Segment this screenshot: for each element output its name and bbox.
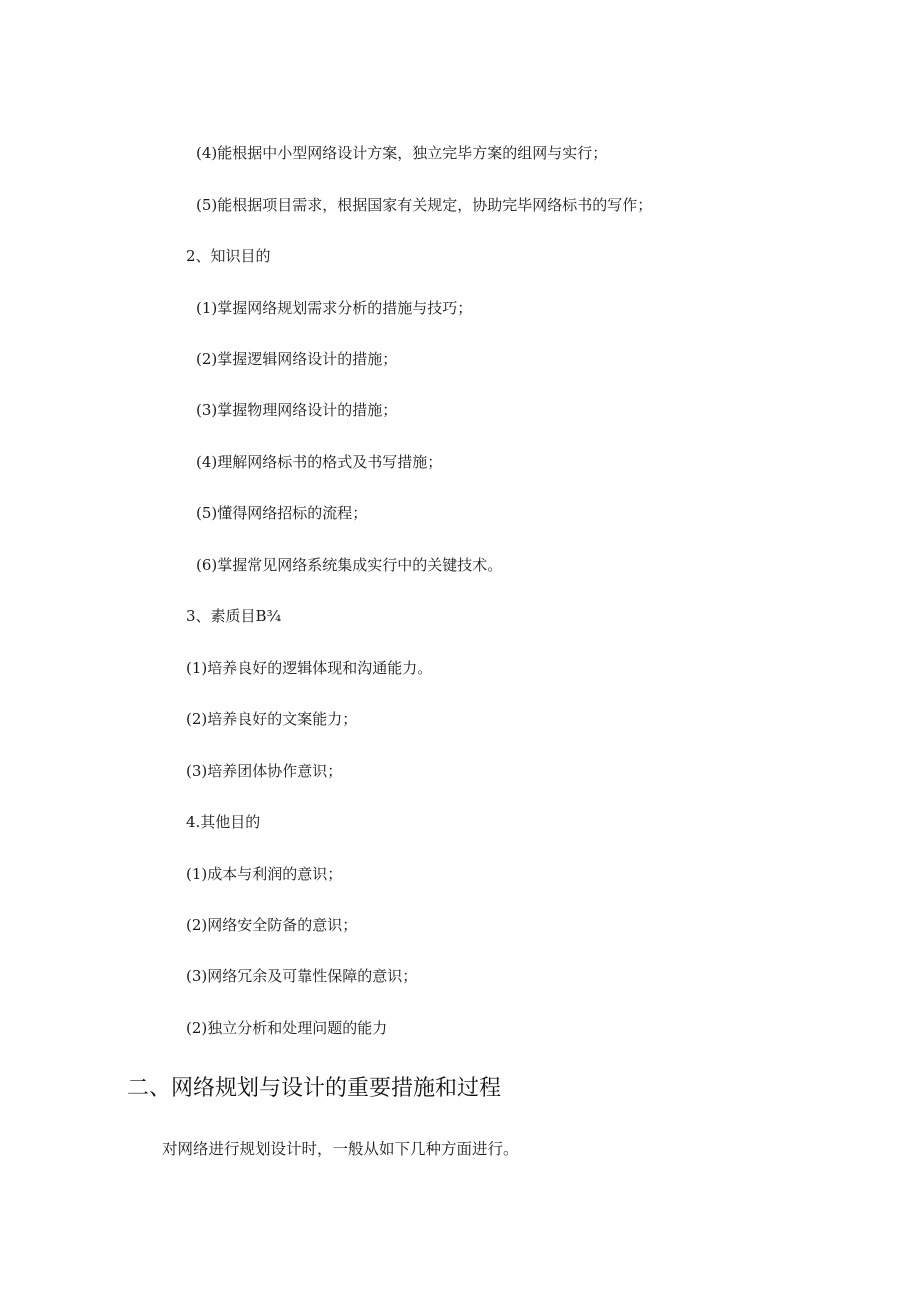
- other-item-1: (1)成本与利润的意识；: [186, 865, 343, 883]
- skill-item-5: (5)能根据项目需求，根据国家有关规定，协助完毕网络标书的写作；: [196, 196, 653, 214]
- knowledge-item-5: (5)懂得网络招标的流程；: [196, 504, 368, 522]
- subsection-heading-knowledge: 2、知识目的: [186, 247, 271, 265]
- subsection-heading-quality: 3、素质目B¾: [186, 607, 282, 625]
- other-item-3: (3)网络冗余及可靠性保障的意识；: [186, 967, 418, 985]
- quality-item-1: (1)培养良好的逻辑体现和沟通能力。: [186, 659, 433, 677]
- knowledge-item-1: (1)掌握网络规划需求分析的措施与技巧；: [196, 299, 473, 317]
- other-item-2: (2)网络安全防备的意识；: [186, 916, 358, 934]
- subsection-heading-other: 4.其他目的: [186, 813, 261, 831]
- skill-item-4: (4)能根据中小型网络设计方案，独立完毕方案的组网与实行；: [196, 144, 608, 162]
- knowledge-item-6: (6)掌握常见网络系统集成实行中的关键技术。: [196, 556, 503, 574]
- section-heading: 二、网络规划与设计的重要措施和过程: [127, 1076, 502, 1101]
- quality-item-3: (3)培养团体协作意识；: [186, 762, 343, 780]
- knowledge-item-3: (3)掌握物理网络设计的措施；: [196, 401, 398, 419]
- body-paragraph: 对网络进行规划设计时，一般从如下几种方面进行。: [162, 1140, 519, 1158]
- quality-item-2: (2)培养良好的文案能力；: [186, 710, 358, 728]
- other-item-4: (2)独立分析和处理问题的能力: [186, 1019, 388, 1037]
- knowledge-item-4: (4)理解网络标书的格式及书写措施；: [196, 453, 443, 471]
- knowledge-item-2: (2)掌握逻辑网络设计的措施；: [196, 350, 398, 368]
